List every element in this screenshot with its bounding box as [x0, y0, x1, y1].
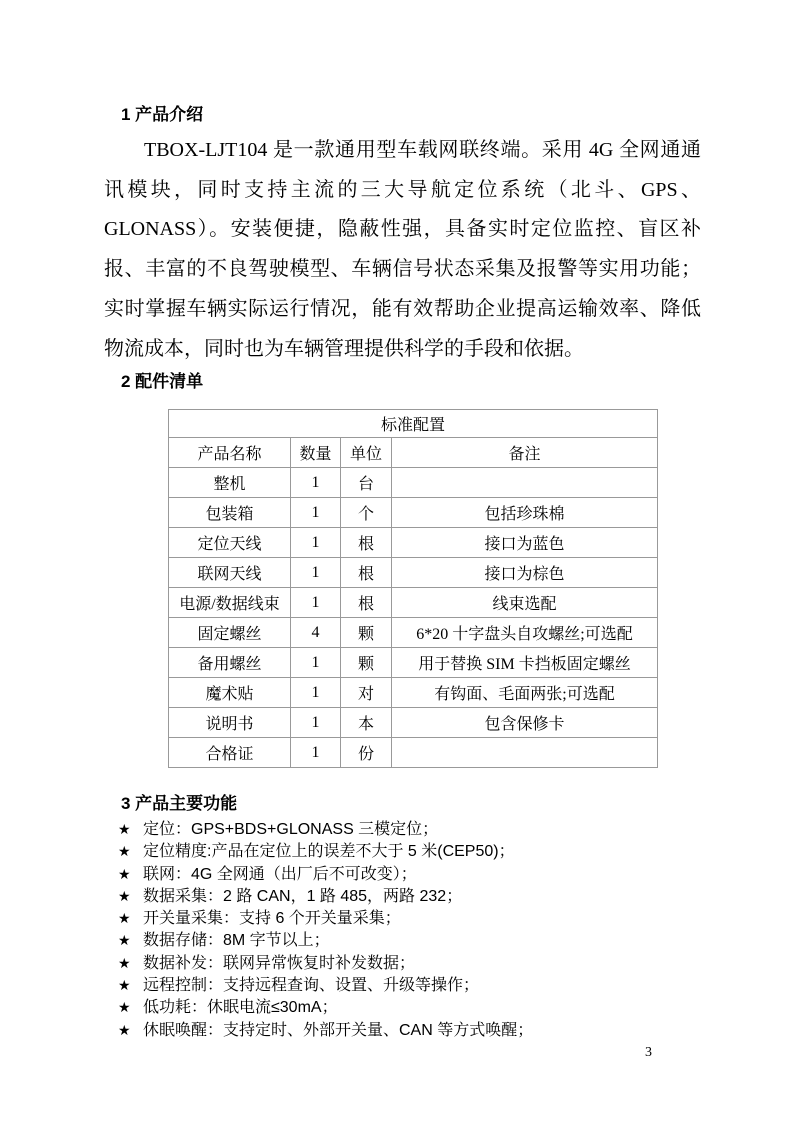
accessories-table — [168, 409, 658, 768]
cell-unit: 对 — [341, 678, 392, 708]
table-row — [169, 648, 658, 678]
list-item — [118, 863, 533, 885]
table-row — [169, 708, 658, 738]
table-row — [169, 498, 658, 528]
table-title: 标准配置 — [169, 410, 658, 438]
cell-remarks: 包括珍珠棉 — [392, 498, 658, 528]
star-bullet-icon: ★ — [118, 865, 131, 882]
star-bullet-icon: ★ — [118, 910, 131, 927]
cell-remarks — [392, 468, 658, 498]
cell-product-name: 魔术贴 — [169, 678, 291, 708]
cell-unit: 颗 — [341, 618, 392, 648]
cell-unit: 个 — [341, 498, 392, 528]
list-item — [118, 952, 533, 974]
table-row — [169, 618, 658, 648]
table-header-row — [169, 438, 658, 468]
star-bullet-icon: ★ — [118, 843, 131, 860]
cell-product-name: 固定螺丝 — [169, 618, 291, 648]
cell-quantity: 1 — [291, 588, 341, 618]
cell-quantity: 1 — [291, 678, 341, 708]
star-bullet-icon: ★ — [118, 821, 131, 837]
cell-product-name: 电源/数据线束 — [169, 588, 291, 618]
cell-quantity: 1 — [291, 648, 341, 678]
cell-quantity: 1 — [291, 528, 341, 558]
cell-remarks: 线束选配 — [392, 588, 658, 618]
list-item — [118, 840, 533, 862]
cell-unit: 根 — [341, 588, 392, 618]
list-item — [118, 907, 533, 929]
table-row — [169, 558, 658, 588]
cell-quantity: 1 — [291, 558, 341, 588]
table-row — [169, 468, 658, 498]
cell-remarks — [392, 738, 658, 768]
cell-remarks: 接口为棕色 — [392, 558, 658, 588]
cell-remarks: 接口为蓝色 — [392, 528, 658, 558]
cell-unit: 根 — [341, 558, 392, 588]
product-intro-paragraph: TBOX-LJT104 是一款通用型车载网联终端。采用 4G 全网通通讯模块，同时支持主流的三大导航定位系统（北斗、GPS、GLONASS）。安装便捷，隐蔽性强，具备实时定位监控、盲区补报、丰富的不良驾驶模型、车辆信号状态采集及报警等实用功能；实时掌握车辆实际运行情况，能有效帮助企业提高运输效率、降低物流成本，同时也为车辆管理提供科学的手段和依据。 — [104, 139, 701, 360]
table-row — [169, 678, 658, 708]
cell-product-name: 定位天线 — [169, 528, 291, 558]
table-row — [169, 738, 658, 768]
list-item — [118, 885, 533, 907]
cell-quantity: 1 — [291, 708, 341, 738]
feature-text: 数据补发：联网异常恢复时补发数据； — [143, 954, 416, 972]
col-header-product-name: 产品名称 — [169, 438, 291, 468]
cell-unit: 根 — [341, 528, 392, 558]
section-heading-product-intro: 1 产品介绍 — [121, 105, 204, 124]
star-bullet-icon: ★ — [118, 977, 131, 994]
page-number: 3 — [645, 1045, 652, 1060]
section-heading-accessories: 2 配件清单 — [121, 372, 204, 391]
star-bullet-icon: ★ — [118, 999, 131, 1016]
star-bullet-icon: ★ — [118, 954, 131, 971]
cell-quantity: 4 — [291, 618, 341, 648]
cell-product-name: 合格证 — [169, 738, 291, 768]
cell-remarks: 6*20 十字盘头自攻螺丝;可选配 — [392, 618, 658, 648]
cell-remarks: 有钩面、毛面两张;可选配 — [392, 678, 658, 708]
cell-quantity: 1 — [291, 468, 341, 498]
list-item — [118, 974, 533, 996]
col-header-quantity: 数量 — [291, 438, 341, 468]
col-header-unit: 单位 — [341, 438, 392, 468]
feature-text: 开关量采集：支持 6 个开关量采集； — [143, 910, 401, 928]
list-item — [118, 929, 533, 951]
feature-list — [118, 818, 533, 1041]
feature-text: 休眠唤醒：支持定时、外部开关量、CAN 等方式唤醒； — [143, 1021, 534, 1039]
cell-unit: 颗 — [341, 648, 392, 678]
list-item — [118, 996, 533, 1018]
cell-product-name: 整机 — [169, 468, 291, 498]
col-header-remarks: 备注 — [392, 438, 658, 468]
feature-text: 数据存储：8M 字节以上； — [143, 932, 330, 950]
feature-text: 联网：4G 全网通（出厂后不可改变）； — [143, 865, 417, 883]
list-item — [118, 818, 533, 840]
star-bullet-icon: ★ — [118, 932, 131, 949]
cell-product-name: 包装箱 — [169, 498, 291, 528]
cell-quantity: 1 — [291, 738, 341, 768]
feature-text: 数据采集：2 路 CAN，1 路 485，两路 232； — [143, 887, 463, 905]
cell-unit: 本 — [341, 708, 392, 738]
table-title-row — [169, 410, 658, 438]
cell-quantity: 1 — [291, 498, 341, 528]
star-bullet-icon: ★ — [118, 887, 131, 904]
table-row — [169, 528, 658, 558]
feature-text: 低功耗：休眠电流≤30mA； — [143, 999, 338, 1017]
cell-product-name: 说明书 — [169, 708, 291, 738]
star-bullet-icon: ★ — [118, 1021, 131, 1038]
feature-text: 定位：GPS+BDS+GLONASS 三模定位； — [143, 821, 439, 838]
cell-product-name: 联网天线 — [169, 558, 291, 588]
feature-text: 远程控制：支持远程查询、设置、升级等操作； — [143, 977, 480, 995]
table-row — [169, 588, 658, 618]
cell-product-name: 备用螺丝 — [169, 648, 291, 678]
cell-remarks: 用于替换 SIM 卡挡板固定螺丝 — [392, 648, 658, 678]
cell-unit: 台 — [341, 468, 392, 498]
section-heading-features: 3 产品主要功能 — [121, 794, 238, 813]
cell-unit: 份 — [341, 738, 392, 768]
feature-text: 定位精度:产品在定位上的误差不大于 5 米(CEP50)； — [143, 843, 515, 861]
cell-remarks: 包含保修卡 — [392, 708, 658, 738]
list-item — [118, 1019, 533, 1041]
